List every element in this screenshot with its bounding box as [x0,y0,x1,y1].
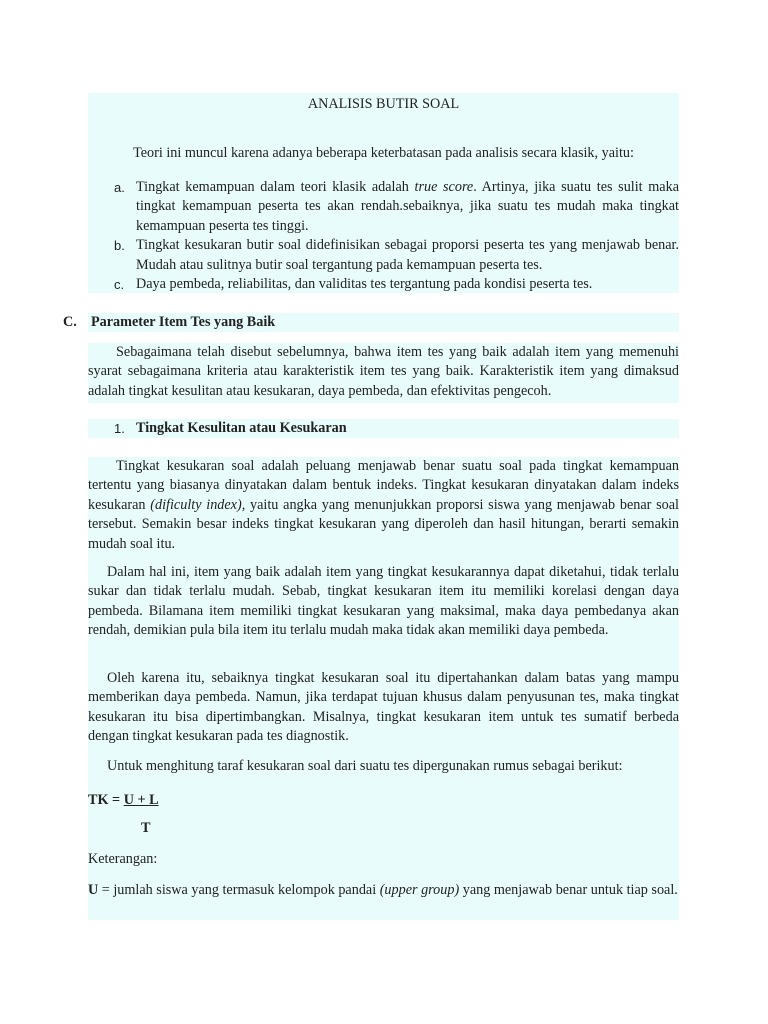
section-heading-text: Parameter Item Tes yang Baik [91,314,276,330]
list-item [88,178,679,236]
paragraph-formula-intro: Untuk menghitung taraf kesukaran soal dari suatu tes dipergunakan rumus sebagai berikut: [107,758,623,774]
intro-block [88,93,679,293]
list-item [88,236,679,275]
list-marker: c. [114,277,125,293]
keterangan-label: Keterangan: [88,851,158,867]
u-definition-text: yang menjawab benar untuk tiap soal. [459,882,678,898]
body-block [88,457,679,920]
list-item-italic: true score [414,179,474,195]
u-definition [88,881,679,900]
list-item [88,275,679,294]
list-item-text: Daya pembeda, reliabilitas, dan validitas tes tergantung pada kondisi peserta tes. [136,276,593,293]
section-c-paragraph: Sebagaimana telah disebut sebelumnya, bahwa item tes yang baik adalah item yang memenuhi syarat sebagaimana kriteria atau karakteristik item tes yang baik. Karakteristik item yang dimaksud adalah tingkat kesulitan atau kesukaran, daya pembeda, dan efektivitas pengecoh. [88,343,679,403]
list-marker: a. [114,180,125,195]
u-definition-text: = jumlah siswa yang termasuk kelompok pandai [98,882,380,898]
formula-denominator: T [141,820,151,836]
subsection-heading [88,419,679,438]
paragraph-difficulty-definition [88,457,679,554]
u-definition-italic: (upper group) [379,882,460,898]
formula-numerator-line [88,791,679,810]
section-c-heading [63,313,679,332]
subsection-heading-text: Tingkat Kesulitan atau Kesukaran [136,420,347,436]
section-letter: C. [63,314,77,330]
paragraph-text: yaitu angka yang menunjukkan proporsi siswa yang menjawab benar soal tersebut. Semakin besar indeks tingkat kesukaran yang diperoleh dan hasil hitungan, berarti semakin mudah soal itu. [88,496,679,552]
list-item-text: . Artinya, jika suatu tes sulit maka tingkat kemampuan peserta tes akan rendah.sebaiknya, jika suatu tes mudah maka tingkat kemampuan peserta tes tinggi. [136,179,679,234]
limitations-list [88,178,679,294]
u-symbol: U [88,882,99,898]
intro-text: Teori ini muncul karena adanya beberapa keterbatasan pada analisis secara klasik, yaitu: [133,145,634,161]
document-title: ANALISIS BUTIR SOAL [307,96,460,112]
subsection-number: 1. [114,421,125,436]
paragraph-text: Tingkat kesukaran soal adalah peluang menjawab benar suatu soal pada tingkat kemampuan tertentu yang biasanya dinyatakan dalam bentuk indeks. Tingkat kesukaran dinyatakan dalam indeks kesukaran [88,458,679,513]
list-item-text: Tingkat kemampuan dalam teori klasik adalah [136,179,415,195]
formula-numerator: U + L [123,792,159,808]
formula-lhs: TK = [88,792,124,808]
list-item-text: Tingkat kesukaran butir soal didefinisikan sebagai proporsi peserta tes yang menjawab benar. Mudah atau sulitnya butir soal tergantung pada kemampuan peserta tes. [136,237,679,273]
paragraph-maintain-difficulty: Oleh karena itu, sebaiknya tingkat kesukaran soal itu dipertahankan dalam batas yang mampu memberikan daya pembeda. Namun, jika terdapat tujuan khusus dalam penyusunan tes, maka tingkat kesukaran itu bisa dipertimbangkan. Misalnya, tingkat kesukaran item untuk tes sumatif berbeda dengan tingkat kesukaran pada tes diagnostik. [88,670,679,745]
paragraph-italic: (dificulty index), [150,496,246,513]
paragraph-good-item: Dalam hal ini, item yang baik adalah item yang tingkat kesukarannya dapat diketahui, tidak terlalu sukar dan tidak terlalu mudah. Sebab, tingkat kesukaran item itu memiliki korelasi dengan daya pembeda. Bilamana item memiliki tingkat kesukaran yang maksimal, maka daya pembedanya akan rendah, demikian pula bila item itu terlalu mudah maka tidak akan memiliki daya pembeda. [88,564,679,639]
list-marker: b. [114,238,125,254]
